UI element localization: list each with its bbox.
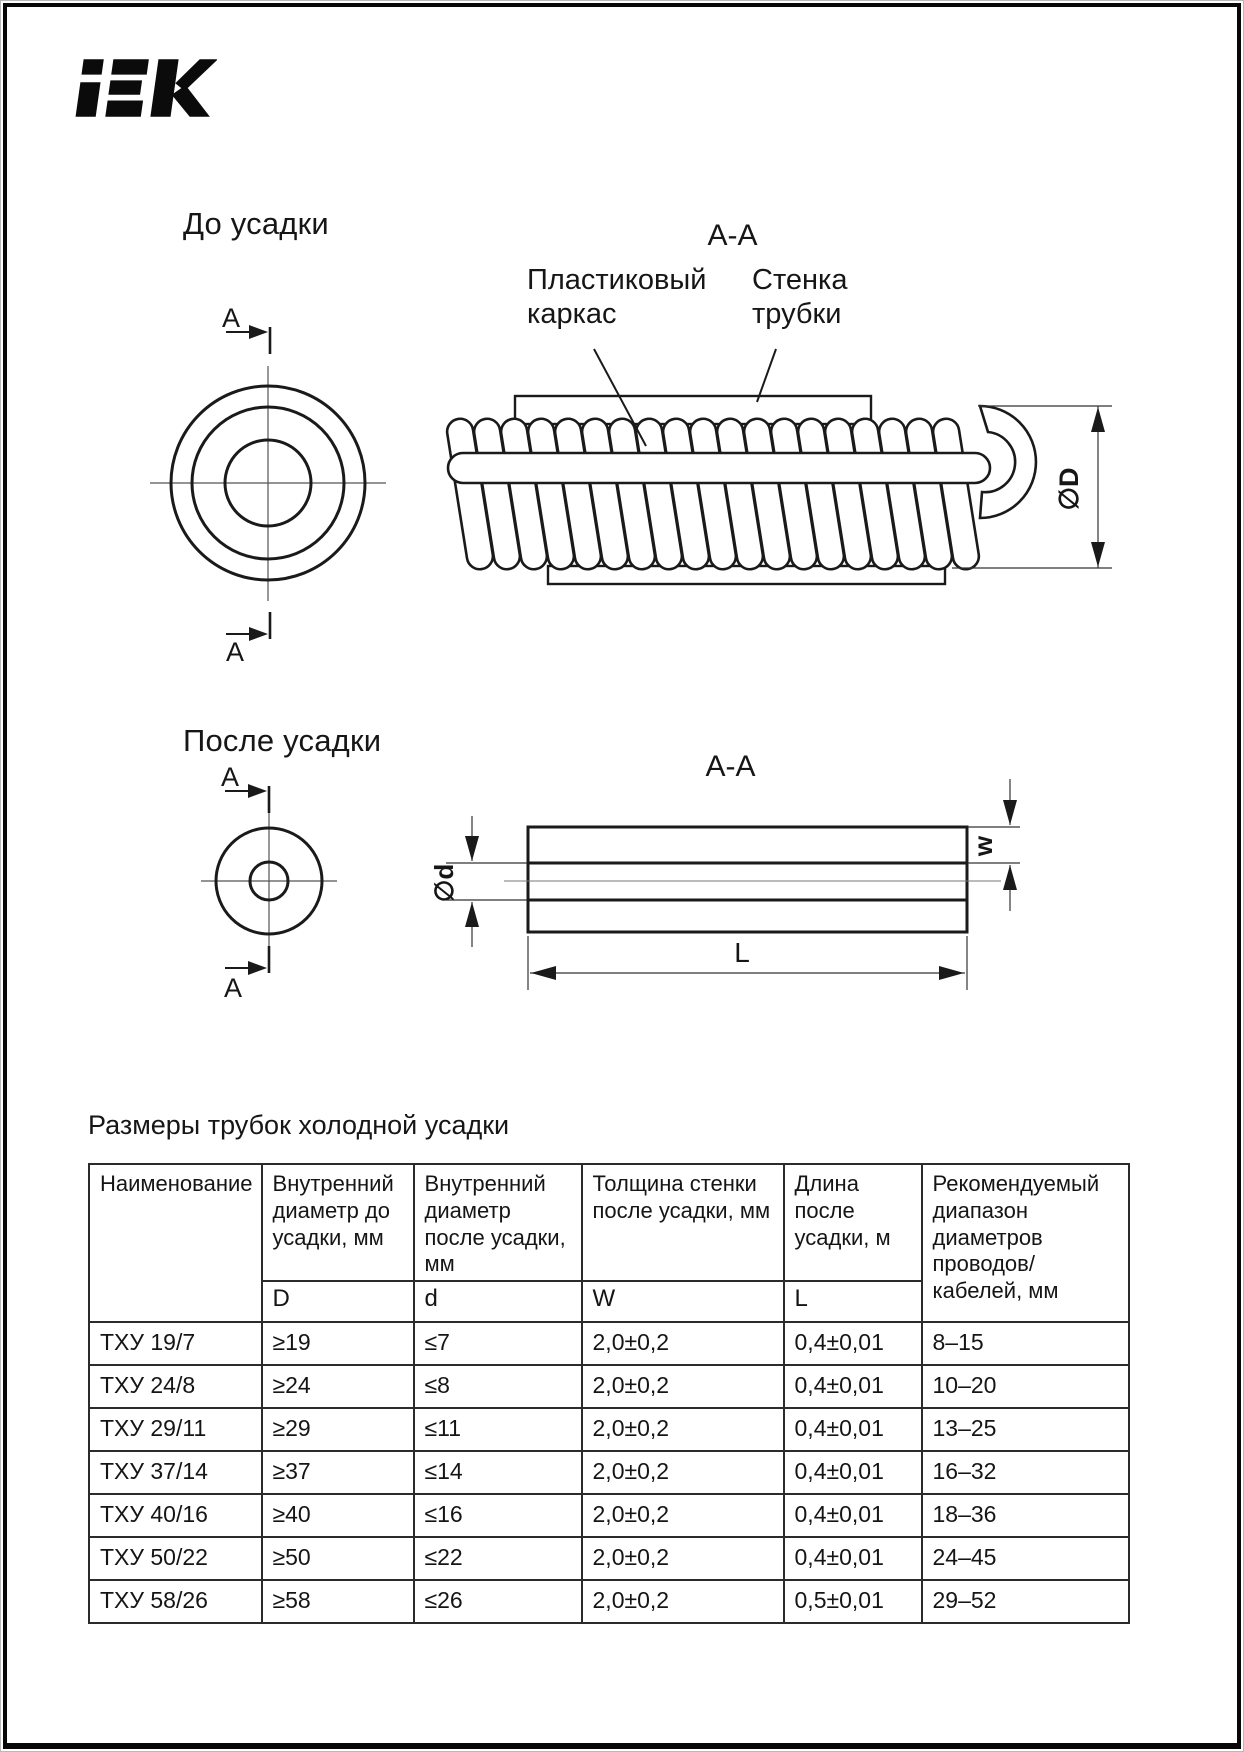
value-length: 0,4±0,01 [784,1408,922,1451]
value-d-before: ≥19 [262,1322,414,1365]
symbol-L: L [784,1281,922,1322]
value-range: 8–15 [922,1322,1129,1365]
table-row [89,1537,1129,1580]
table-row [89,1408,1129,1451]
value-d-before: ≥58 [262,1580,414,1623]
value-wall: 2,0±0,2 [582,1322,784,1365]
before-section-view [445,349,1112,584]
value-length: 0,4±0,01 [784,1494,922,1537]
value-range: 16–32 [922,1451,1129,1494]
value-range: 13–25 [922,1408,1129,1451]
value-d-after: ≤22 [414,1537,582,1580]
col-header-wall: Толщина стенки после усадки, мм [582,1164,784,1281]
symbol-D: D [262,1281,414,1322]
col-header-range: Рекомендуемый диапазон диаметров проводов/кабелей, мм [922,1164,1129,1322]
value-wall: 2,0±0,2 [582,1408,784,1451]
col-header-name: Наименование [89,1164,262,1322]
table-row [89,1494,1129,1537]
after-inner-diameter-dim: ∅d [429,863,459,903]
plastic-frame-label: Пластиковый каркас [527,264,707,331]
product-name: ТХУ 50/22 [89,1537,262,1580]
before-outer-diameter-dim: ∅D [1054,467,1084,511]
table-row [89,1365,1129,1408]
value-range: 24–45 [922,1537,1129,1580]
value-wall: 2,0±0,2 [582,1537,784,1580]
symbol-W: W [582,1281,784,1322]
table-title: Размеры трубок холодной усадки [88,1110,510,1140]
after-section-letter-top: А [220,762,240,792]
value-length: 0,4±0,01 [784,1322,922,1365]
product-name: ТХУ 24/8 [89,1365,262,1408]
value-d-after: ≤16 [414,1494,582,1537]
value-wall: 2,0±0,2 [582,1494,784,1537]
product-name: ТХУ 37/14 [89,1451,262,1494]
after-length-dim: L [734,937,750,968]
value-range: 10–20 [922,1365,1129,1408]
value-range: 29–52 [922,1580,1129,1623]
table-row [89,1322,1129,1365]
value-d-before: ≥29 [262,1408,414,1451]
value-length: 0,5±0,01 [784,1580,922,1623]
before-section-letter-top: А [221,303,241,333]
value-length: 0,4±0,01 [784,1365,922,1408]
value-d-after: ≤14 [414,1451,582,1494]
value-d-after: ≤26 [414,1580,582,1623]
product-name: ТХУ 58/26 [89,1580,262,1623]
tube-wall-label: Стенка трубки [752,264,848,331]
table-row [89,1580,1129,1623]
after-wall-thickness-dim: w [968,835,998,857]
value-d-before: ≥24 [262,1365,414,1408]
value-d-before: ≥40 [262,1494,414,1537]
value-d-after: ≤11 [414,1408,582,1451]
product-name: ТХУ 40/16 [89,1494,262,1537]
value-wall: 2,0±0,2 [582,1365,784,1408]
product-name: ТХУ 29/11 [89,1408,262,1451]
value-d-after: ≤7 [414,1322,582,1365]
col-header-length: Длина после усадки, м [784,1164,922,1281]
value-wall: 2,0±0,2 [582,1580,784,1623]
value-range: 18–36 [922,1494,1129,1537]
value-wall: 2,0±0,2 [582,1451,784,1494]
after-section-view-title: А-А [705,750,756,783]
value-length: 0,4±0,01 [784,1537,922,1580]
value-d-after: ≤8 [414,1365,582,1408]
table-row [89,1451,1129,1494]
col-header-d-before: Внутренний диаметр до усадки, мм [262,1164,414,1281]
after-section-view [446,779,1020,990]
before-end-view [150,325,386,641]
symbol-d: d [414,1281,582,1322]
after-title: После усадки [183,723,382,758]
before-title: До усадки [183,206,329,241]
after-section-letter-bottom: А [223,973,243,1003]
before-section-view-title: А-А [707,219,758,252]
value-d-before: ≥37 [262,1451,414,1494]
product-name: ТХУ 19/7 [89,1322,262,1365]
value-d-before: ≥50 [262,1537,414,1580]
before-section-letter-bottom: А [225,637,245,667]
dimensions-table [88,1163,1130,1624]
value-length: 0,4±0,01 [784,1451,922,1494]
after-end-view [201,784,337,975]
col-header-d-after: Внутренний диаметр после усадки, мм [414,1164,582,1281]
